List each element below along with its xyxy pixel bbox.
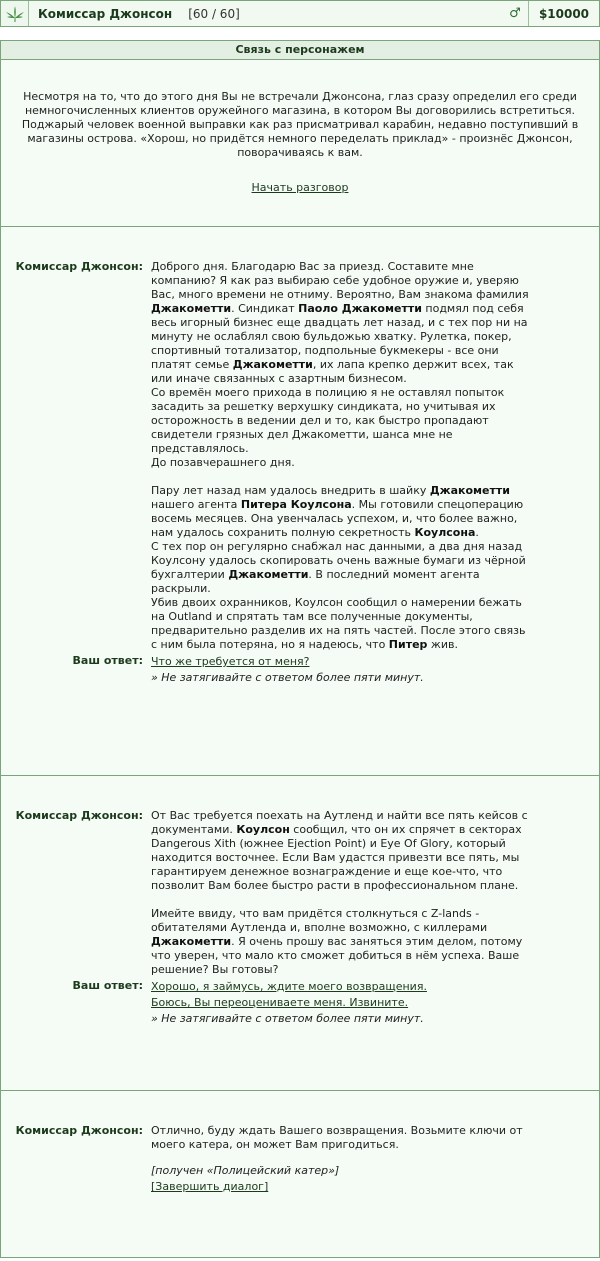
npc-speech: Доброго дня. Благодарю Вас за приезд. Составите мне компанию? Я как раз выбираю себе удобное оружие и, уверяю Вас, много времени не отниму. Вероятно, Вам знакома фамилия Джакометти. Синдикат Паоло Джакометти подмял под себя весь игорный бизнес еще двадцать лет назад, и с тех пор ни на минуту не ослаблял свою бульдожью хватку. Рулетка, покер, спортивный тотализатор, подпольные букмекеры - все они платят семье Джакометти, их лапа крепко держит всех, так или иначе связанных с азартным бизнесом. Со времён моего прихода в полицию я не оставлял попыток засадить за решетку верхушку синдиката, но учитывая их осторожность в ведении дел и то, как быстро пропадают свидетели грязных дел Джакометти, шанса мне не представлялось. До позавчерашнего дня. Пару лет назад нам удалось внедрить в шайку Джакометти нашего агента Питера Коулсона. Мы готовили спецоперацию восемь месяцев. Она увенчалась успехом, и, что более важно, нам удалось сохранить полную секретность Коулсона. С тех пор он регулярно снабжал нас данными, а два дня назад Коулсону удалось скопировать очень важные бумаги из чёрной бухгалтерии Джакометти. В последний момент агента раскрыли. Убив двоих охранников, Коулсон сообщил о намерении бежать на Outland и спрятать там все полученные документы, предварительно разделив их на пять частей. После этого связь с ним была потеряна, но я надеюсь, что Питер жив. (151, 260, 529, 651)
npc-speech: Отлично, буду ждать Вашего возвращения. Возьмите ключи от моего катера, он может Вам пригодиться. [получен «Полицейский катер»] [Завершить диалог] (151, 1124, 529, 1194)
answer-option-accept[interactable]: Хорошо, я займусь, ждите моего возвращения. (151, 980, 427, 993)
answer-options (151, 979, 427, 1027)
character-name: Комиссар Джонсон (38, 6, 173, 21)
received-item-note: [получен «Полицейский катер»] (151, 1164, 340, 1177)
dialog-block-2 (1, 776, 599, 1091)
start-conversation-link[interactable]: Начать разговор (251, 181, 349, 194)
dialog-block-3 (1, 1091, 599, 1194)
hp-indicator: [60 / 60] (188, 6, 240, 21)
intro-section (1, 60, 599, 227)
time-hint: » Не затягивайте с ответом более пяти минут. (151, 1012, 424, 1025)
answer-option-decline[interactable]: Боюсь, Вы переоцениваете меня. Извините. (151, 996, 409, 1009)
answer-option-what-required[interactable]: Что же требуется от меня? (151, 655, 310, 668)
dialog-block-1 (1, 227, 599, 776)
end-dialog-link[interactable]: [Завершить диалог] (151, 1180, 269, 1193)
answer-options (151, 654, 424, 686)
money-display: $10000 (538, 6, 590, 21)
dialog-panel (0, 40, 600, 1258)
character-name-bar (29, 1, 502, 26)
npc-speech: От Вас требуется поехать на Аутленд и найти все пять кейсов с документами. Коулсон сообщил, что он их спрячет в секторах Dangerous Xith (южнее Ejection Point) и Eye Of Glory, который находится восточнее. Если Вам удастся привезти все пять, мы гарантируем денежное вознаграждение и еще кое-что, что позволит Вам более быстро расти в профессиональном плане. Имейте ввиду, что вам придётся столкнуться с Z-lands - обитателями Аутленда и, вполне возможно, с киллерами Джакометти. Я очень прошу вас заняться этим делом, потому что уверен, что мало кто сможет добиться в нём успеха. Ваше решение? Вы готовы? (151, 809, 528, 976)
answer-label: Ваш ответ: (72, 979, 143, 992)
speaker-name: Комиссар Джонсон: (15, 260, 143, 273)
leaf-icon (1, 1, 29, 26)
male-icon: ♂ (502, 1, 529, 26)
speaker-name: Комиссар Джонсон: (15, 809, 143, 822)
top-bar (0, 0, 600, 27)
answer-label: Ваш ответ: (72, 654, 143, 667)
panel-title: Связь с персонажем (1, 41, 599, 60)
time-hint: » Не затягивайте с ответом более пяти минут. (151, 671, 424, 684)
speaker-name: Комиссар Джонсон: (15, 1124, 143, 1137)
intro-text: Несмотря на то, что до этого дня Вы не встречали Джонсона, глаз сразу определил его среди немногочисленных клиентов оружейного магазина, в котором Вы договорились встретиться. Поджарый человек военной выправки как раз присматривал карабин, недавно поступивший в магазины острова. «Хорош, но придётся немного переделать приклад» - произнёс Джонсон, поворачиваясь к вам. (21, 90, 579, 159)
